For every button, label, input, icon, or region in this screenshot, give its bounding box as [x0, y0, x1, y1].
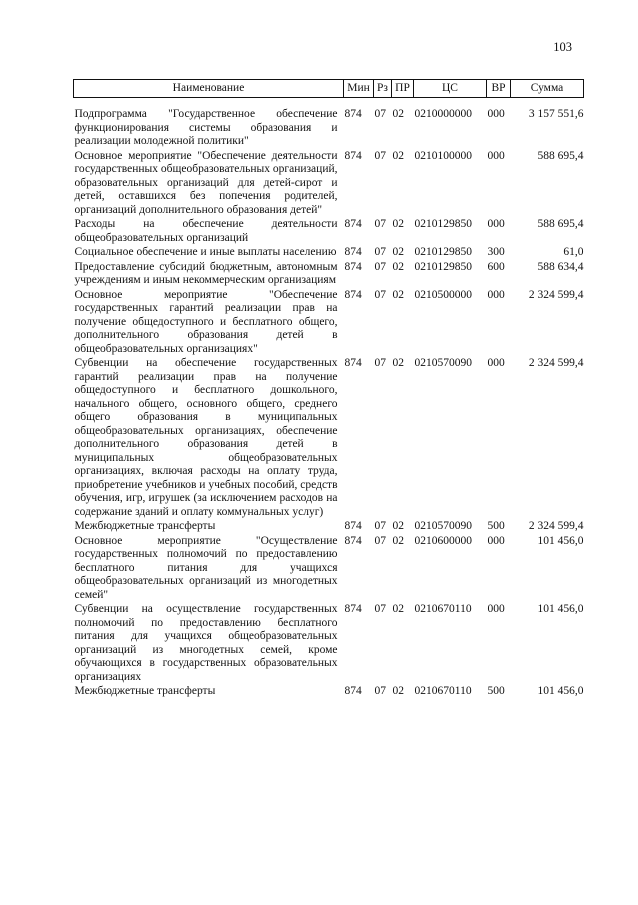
header-cs: ЦС [414, 80, 487, 98]
row-sum: 101 456,0 [537, 603, 584, 615]
row-rz: 07 [374, 149, 386, 162]
row-pr: 02 [392, 149, 404, 162]
row-pr: 02 [392, 534, 404, 547]
row-vr: 000 [487, 108, 505, 120]
row-min: 874 [344, 108, 362, 120]
row-sum: 3 157 551,6 [528, 108, 584, 120]
row-pr: 02 [392, 685, 404, 697]
row-vr: 000 [487, 218, 505, 230]
row-sum: 588 634,4 [537, 260, 584, 273]
table-row [74, 98, 584, 150]
budget-table [73, 79, 584, 700]
row-rz: 07 [374, 603, 386, 615]
header-name: Наименование [74, 80, 344, 98]
header-pr: ПР [392, 80, 414, 98]
row-name: Расходы на обеспечение деятельности общеобразовательных организаций [74, 218, 338, 244]
row-rz: 07 [374, 357, 386, 369]
row-name: Субвенции на обеспечение государственных гарантий реализации прав на получение общедоступного и бесплатного дошкольного, начального общего, основного общего, среднего общего образования в муниципальных общеобразовательных организациях, обеспечение дополнительного образования детей в муниципальных общеобразовательных организациях, включая расходы на оплату труда, приобретение учебников и учебных пособий, средств обучения, игр, игрушек (за исключением расходов на содержание зданий и оплату коммунальных услуг) [74, 357, 338, 518]
row-rz: 07 [374, 288, 386, 301]
row-cs: 0210570090 [414, 520, 472, 532]
row-cs: 0210670110 [414, 603, 472, 615]
row-cs: 0210670110 [414, 685, 472, 697]
row-cs: 0210000000 [414, 108, 472, 120]
row-rz: 07 [374, 246, 386, 258]
table-row [74, 685, 584, 700]
row-pr: 02 [392, 246, 404, 258]
row-vr: 000 [487, 534, 505, 547]
row-vr: 000 [487, 603, 505, 615]
table-row [74, 603, 584, 685]
row-vr: 300 [487, 246, 505, 258]
row-name: Основное мероприятие "Обеспечение государственных гарантий реализации прав на получение общедоступного и бесплатного общего, дополнительного образования детей в общеобразовательных организациях" [74, 288, 338, 355]
table-header-row [74, 80, 584, 98]
row-sum: 588 695,4 [537, 149, 584, 162]
row-name: Межбюджетные трансферты [74, 520, 216, 532]
table-row [74, 535, 584, 604]
row-min: 874 [344, 218, 362, 230]
row-pr: 02 [392, 603, 404, 615]
header-vr: ВР [487, 80, 511, 98]
row-cs: 0210570090 [414, 357, 472, 369]
row-rz: 07 [374, 685, 386, 697]
row-min: 874 [344, 288, 362, 301]
row-sum: 2 324 599,4 [528, 357, 584, 369]
row-cs: 0210129850 [414, 260, 472, 273]
row-pr: 02 [392, 108, 404, 120]
row-min: 874 [344, 520, 362, 532]
row-cs: 0210100000 [414, 149, 472, 162]
row-name: Подпрограмма "Государственное обеспечение функционирования системы образования и реализации молодежной политики" [74, 108, 338, 147]
row-name: Социальное обеспечение и иные выплаты населению [74, 246, 337, 258]
row-min: 874 [344, 246, 362, 258]
table-row [74, 218, 584, 246]
header-rz: Рз [374, 80, 392, 98]
table-row [74, 261, 584, 289]
table-row [74, 520, 584, 535]
row-name: Межбюджетные трансферты [74, 685, 216, 697]
row-sum: 101 456,0 [537, 534, 584, 547]
row-rz: 07 [374, 520, 386, 532]
row-vr: 000 [487, 357, 505, 369]
row-name: Субвенции на осуществление государственных полномочий по предоставлению бесплатного питания для учащихся общеобразовательных организаций из многодетных семей, кроме обучающихся в государственных образовательных организациях [74, 603, 338, 683]
row-min: 874 [344, 534, 362, 547]
row-vr: 500 [487, 685, 505, 697]
row-min: 874 [344, 357, 362, 369]
row-rz: 07 [374, 260, 386, 273]
row-cs: 0210129850 [414, 218, 472, 230]
table-row [74, 246, 584, 261]
row-name: Предоставление субсидий бюджетным, автономным учреждениям и иным некоммерческим организациям [74, 260, 338, 286]
table-row [74, 289, 584, 358]
row-pr: 02 [392, 520, 404, 532]
row-vr: 000 [487, 288, 505, 301]
row-name: Основное мероприятие "Осуществление государственных полномочий по предоставлению бесплатного питания для учащихся общеобразовательных организаций из многодетных семей" [74, 534, 338, 601]
row-cs: 0210129850 [414, 246, 472, 258]
row-min: 874 [344, 685, 362, 697]
row-cs: 0210600000 [414, 534, 472, 547]
row-pr: 02 [392, 218, 404, 230]
row-vr: 000 [487, 149, 505, 162]
row-pr: 02 [392, 357, 404, 369]
row-pr: 02 [392, 260, 404, 273]
row-name: Основное мероприятие "Обеспечение деятельности государственных общеобразовательных организаций, образовательных организаций для детей-сирот и детей, оставшихся без попечения родителей, организаций дополнительного образования детей" [74, 149, 338, 216]
row-sum: 101 456,0 [537, 685, 584, 697]
row-min: 874 [344, 603, 362, 615]
table-row [74, 150, 584, 219]
row-cs: 0210500000 [414, 288, 472, 301]
row-min: 874 [344, 149, 362, 162]
row-rz: 07 [374, 534, 386, 547]
row-vr: 500 [487, 520, 505, 532]
row-min: 874 [344, 260, 362, 273]
page-number: 103 [553, 40, 572, 54]
row-sum: 588 695,4 [537, 218, 584, 230]
row-sum: 2 324 599,4 [528, 520, 584, 532]
row-rz: 07 [374, 218, 386, 230]
row-pr: 02 [392, 288, 404, 301]
table-row [74, 357, 584, 520]
header-min: Мин [344, 80, 374, 98]
header-sum: Сумма [511, 80, 584, 98]
row-rz: 07 [374, 108, 386, 120]
row-vr: 600 [487, 260, 505, 273]
row-sum: 2 324 599,4 [528, 288, 584, 301]
row-sum: 61,0 [563, 246, 584, 258]
